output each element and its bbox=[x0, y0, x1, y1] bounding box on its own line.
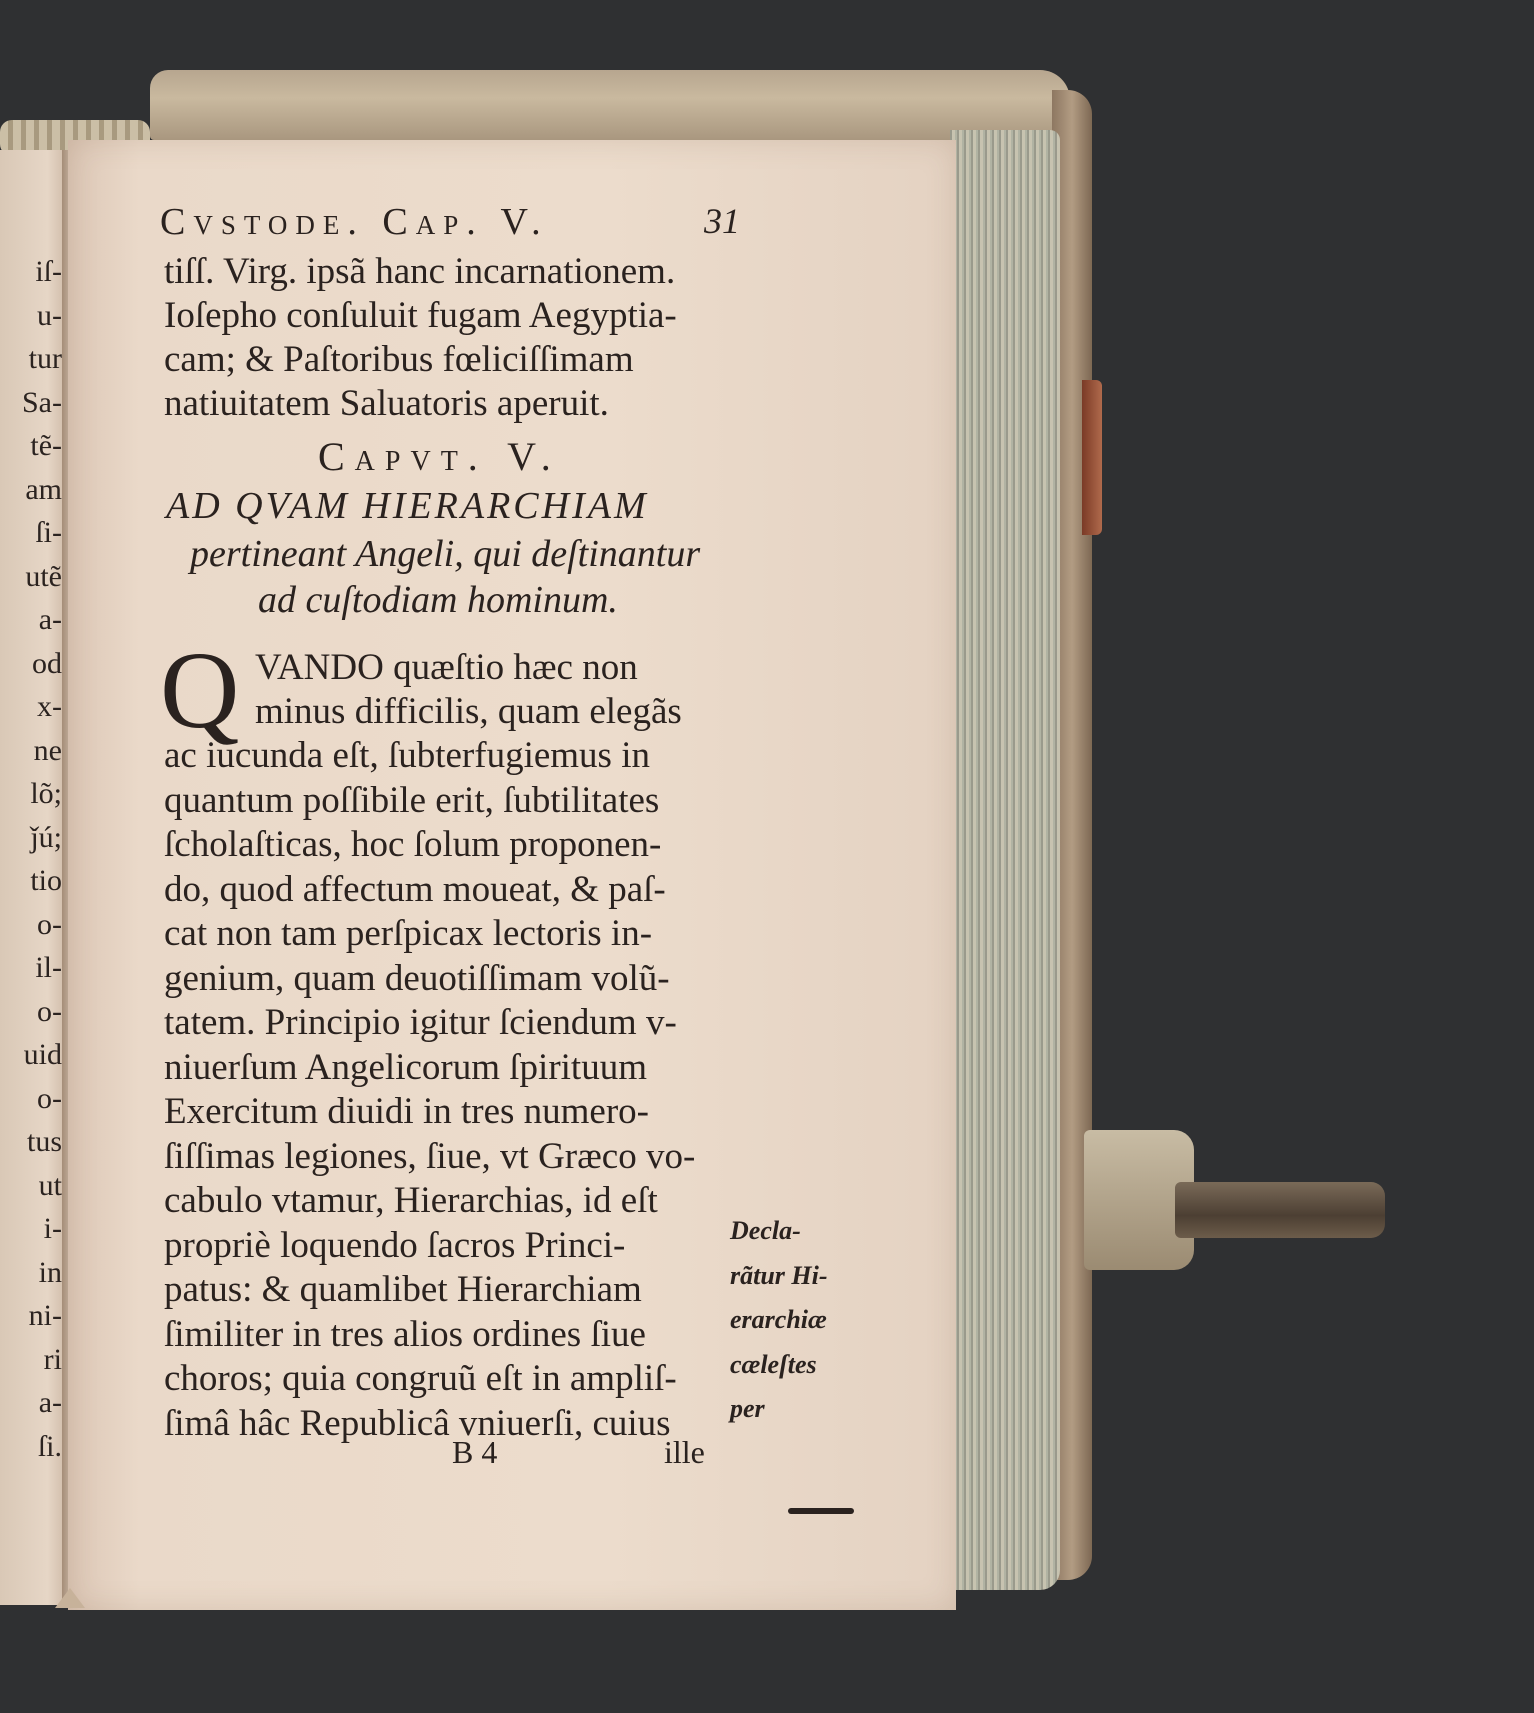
text-line: ſcholaſticas, hoc ſolum proponen- bbox=[164, 824, 662, 865]
top-edge bbox=[150, 70, 1070, 140]
left-page-line: ne bbox=[33, 733, 62, 767]
left-page-line: Sa- bbox=[22, 385, 62, 419]
marginal-note-line: cæleſtes bbox=[730, 1349, 817, 1379]
left-page-line: od bbox=[32, 646, 62, 680]
left-page-line: tẽ- bbox=[30, 429, 62, 462]
left-page-line: ut bbox=[38, 1168, 62, 1202]
text-line: minus difficilis, quam elegãs bbox=[255, 691, 682, 732]
left-page-line: tio bbox=[30, 864, 62, 897]
chapter-title-line: AD QVAM HIERARCHIAM bbox=[166, 485, 649, 527]
left-page-line: ǰú; bbox=[30, 820, 62, 854]
text-line: cabulo vtamur, Hierarchias, id eſt bbox=[164, 1180, 658, 1221]
text-line: cat non tam perſpicax lectoris in- bbox=[164, 913, 653, 954]
catchword: ille bbox=[664, 1434, 705, 1470]
left-page-line: ni- bbox=[28, 1299, 62, 1332]
left-page-line: iſ- bbox=[35, 255, 62, 288]
left-page bbox=[0, 150, 71, 1605]
text-line: tatem. Principio igitur ſciendum v- bbox=[164, 1002, 677, 1043]
left-page-line: ri bbox=[43, 1342, 62, 1376]
chapter-title-line: pertineant Angeli, qui deſtinantur bbox=[190, 533, 701, 575]
text-line: propriè loquendo ſacros Princi- bbox=[164, 1224, 626, 1266]
chapter-heading: Capvt. V. bbox=[318, 434, 561, 479]
text-line: Exercitum diuidi in tres numero- bbox=[164, 1091, 649, 1132]
folio-number: 31 bbox=[704, 201, 740, 241]
left-page-line: in bbox=[38, 1255, 62, 1289]
left-page-line: a- bbox=[38, 1386, 62, 1419]
left-page-text bbox=[0, 250, 64, 1468]
left-page-line: am bbox=[25, 472, 62, 506]
left-page-line: o- bbox=[37, 907, 62, 941]
text-line: genium, quam deuotiſſimam volũ- bbox=[164, 957, 670, 999]
text-line: tiſſ. Virg. ipsã hanc incarnationem. bbox=[164, 251, 676, 292]
drop-cap: Q bbox=[160, 629, 240, 751]
left-page-line: utẽ bbox=[25, 559, 62, 593]
signature-mark: B 4 bbox=[452, 1434, 498, 1470]
left-page-line: a- bbox=[38, 603, 62, 636]
ink-ornament bbox=[788, 1508, 854, 1514]
marginal-note-line: rãtur Hi- bbox=[730, 1260, 828, 1290]
left-page-line: ſi. bbox=[37, 1429, 62, 1463]
text-line: patus: & quamlibet Hierarchiam bbox=[164, 1269, 642, 1310]
text-line: cam; & Paſtoribus fœliciſſimam bbox=[164, 339, 634, 380]
text-line: quantum poſſibile erit, ſubtilitates bbox=[164, 779, 660, 821]
text-line: choros; quia congruũ eſt in ampliſ- bbox=[164, 1358, 677, 1399]
running-head: Cvstode. Cap. V. bbox=[160, 201, 549, 243]
left-page-line: o- bbox=[37, 994, 62, 1028]
chapter-title-line: ad cuſtodiam hominum. bbox=[258, 579, 618, 621]
left-page-line: il- bbox=[35, 951, 62, 984]
text-line: do, quod affectum moueat, & paſ- bbox=[164, 868, 666, 910]
text-line: VANDO quæſtio hæc non bbox=[255, 647, 638, 688]
text-line: niuerſum Angelicorum ſpirituum bbox=[164, 1046, 647, 1088]
text-line: Ioſepho conſuluit fugam Aegyptia- bbox=[164, 295, 677, 336]
left-page-line: tus bbox=[26, 1125, 62, 1158]
text-line: ſiſſimas legiones, ſiue, vt Græco vo- bbox=[164, 1135, 696, 1177]
left-page-line: tur bbox=[28, 342, 62, 375]
text-line: ac iucunda eſt, ſubterfugiemus in bbox=[164, 735, 650, 776]
left-page-line: ſi- bbox=[35, 516, 62, 549]
left-page-line: x- bbox=[37, 690, 62, 723]
marginal-note-line: Decla- bbox=[730, 1216, 801, 1245]
left-page-line: i- bbox=[43, 1212, 62, 1245]
left-page-line: u- bbox=[37, 298, 62, 332]
bookmark-tab bbox=[1082, 380, 1102, 535]
marginal-note-line: per bbox=[730, 1394, 765, 1423]
clasp-metal bbox=[1175, 1182, 1385, 1238]
left-page-line: lõ; bbox=[30, 777, 62, 810]
page-stack bbox=[950, 130, 1060, 1590]
text-line: natiuitatem Saluatoris aperuit. bbox=[164, 383, 609, 424]
left-page-line: o- bbox=[37, 1081, 62, 1115]
left-page-line: uid bbox=[23, 1038, 62, 1071]
marginal-note-line: erarchiæ bbox=[730, 1305, 827, 1334]
text-line: ſimâ hâc Republicâ vniuerſi, cuius bbox=[164, 1402, 671, 1444]
text-line: ſimiliter in tres alios ordines ſiue bbox=[164, 1313, 646, 1355]
